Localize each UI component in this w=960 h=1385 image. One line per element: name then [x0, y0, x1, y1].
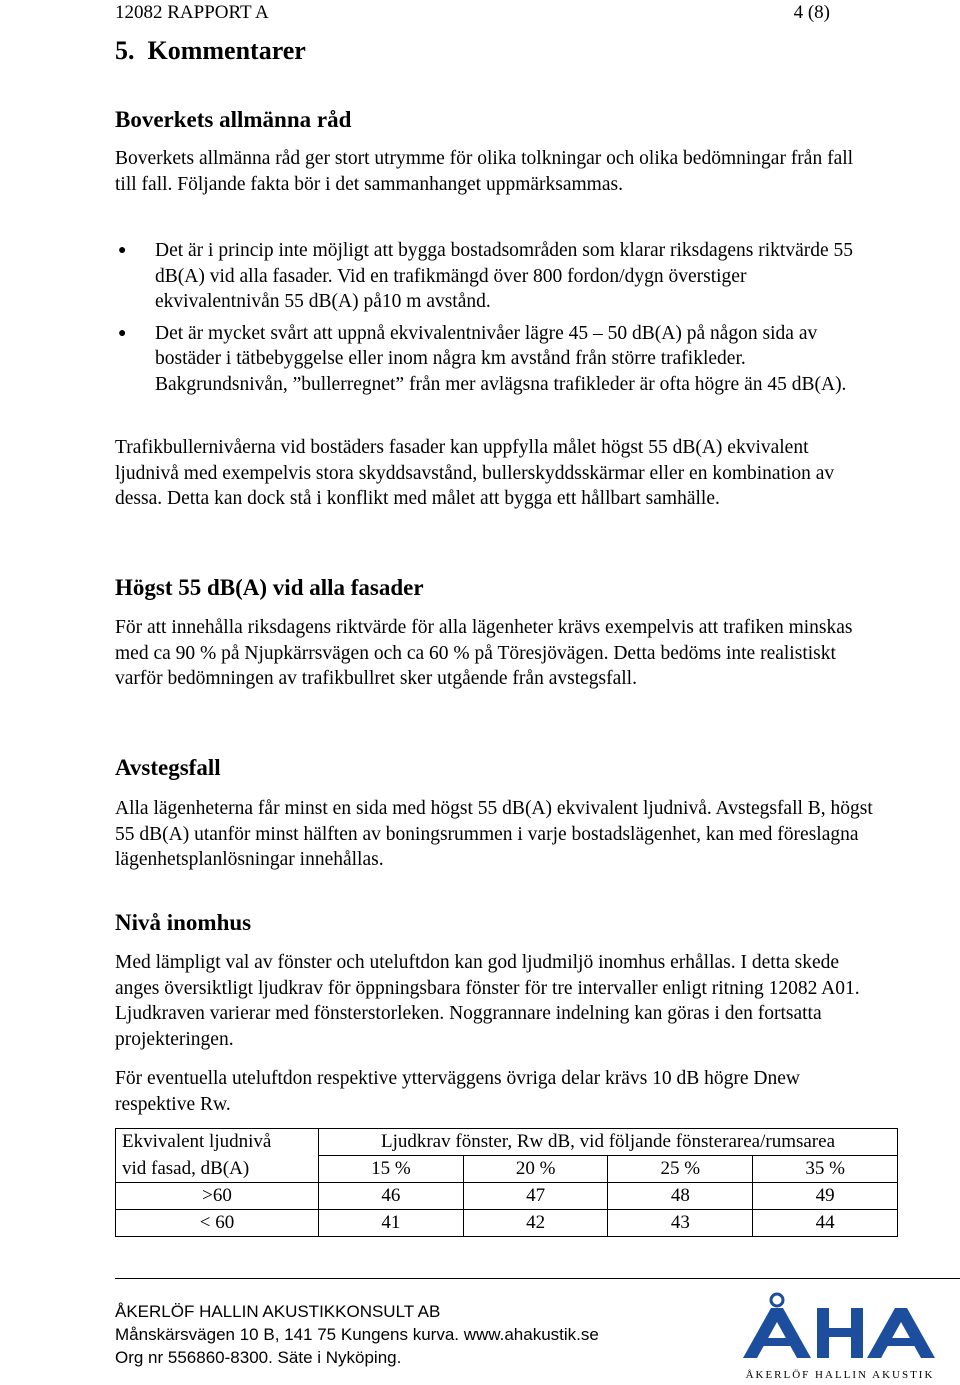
requirements-table — [115, 1128, 898, 1237]
table-header-row — [116, 1156, 898, 1183]
table-cell: 49 — [753, 1183, 898, 1210]
table-row — [116, 1183, 898, 1210]
bullet-text: Det är mycket svårt att uppnå ekvivalentnivåer lägre 45 – 50 dB(A) på någon sida av bostäder i tätbebyggelse eller inom några km avstånd från större trafikleder. Bakgrundsnivån, ”bullerregnet” från mer avlägsna trafikleder är ofta högre än 45 dB(A). — [155, 322, 847, 395]
footer — [115, 1300, 599, 1369]
heading-niva-inomhus: Nivå inomhus — [115, 910, 252, 935]
table-header-row — [116, 1129, 898, 1156]
list-item — [115, 321, 875, 398]
heading-avstegsfall: Avstegsfall — [115, 755, 221, 780]
table-cell: 41 — [319, 1210, 464, 1237]
page-header — [115, 0, 830, 28]
table-header-cell: Ekvivalent ljudnivå — [116, 1129, 319, 1156]
list-item — [115, 238, 875, 315]
footer-company: ÅKERLÖF HALLIN AKUSTIKKONSULT AB — [115, 1302, 441, 1321]
paragraph-hogst: För att innehålla riksdagens riktvärde för alla lägenheter krävs exempelvis att trafiken minskas med ca 90 % på Njupkärrsvägen och ca 60 % på Töresjövägen. Detta bedöms inte realistiskt varför bedömningen av trafikbullret sker utgående från avstegsfall. — [115, 617, 853, 689]
bullet-icon: ● — [118, 325, 127, 341]
table-cell: 48 — [608, 1183, 753, 1210]
paragraph-avstegsfall: Alla lägenheterna får minst en sida med högst 55 dB(A) ekvivalent ljudnivå. Avstegsfall B, högst 55 dB(A) utanför minst hälften av boningsrummen i varje bostadslägenhet, kan med föreslagna lägenhetsplanlösningar innehållas. — [115, 798, 873, 870]
bullet-icon: ● — [118, 243, 127, 258]
footer-org: Org nr 556860-8300. Säte i Nyköping. — [115, 1348, 402, 1367]
table-header-cell: 20 % — [463, 1156, 608, 1183]
paragraph-closing: Trafikbullernivåerna vid bostäders fasader kan uppfylla målet högst 55 dB(A) ekvivalent ljudnivå med exempelvis stora skyddsavstånd, bullerskyddsskärmar eller en kombination av dessa. Detta kan dock stå i konflikt med målet att bygga ett hållbart samhälle. — [115, 437, 835, 509]
footer-address: Månskärsvägen 10 B, 141 75 Kungens kurva. www.ahakustik.se — [115, 1325, 599, 1344]
company-logo — [735, 1292, 945, 1384]
table-cell: 47 — [463, 1183, 608, 1210]
heading-boverkets: Boverkets allmänna råd — [115, 107, 352, 132]
table-cell: >60 — [116, 1183, 319, 1210]
logo-caption: ÅKERLÖF HALLIN AKUSTIK — [745, 1369, 935, 1381]
paragraph-intro: Boverkets allmänna råd ger stort utrymme för olika tolkningar och olika bedömningar från fall till fall. Följande fakta bör i det sammanhanget uppmärksammas. — [115, 148, 854, 195]
bullet-text: Det är i princip inte möjligt att bygga bostadsområden som klarar riksdagens riktvärde 55 dB(A) vid alla fasader. Vid en trafikmängd över 800 fordon/dygn överstiger ekvivalentnivån 55 dB(A) på10 m avstånd. — [155, 240, 854, 312]
paragraph-inomhus-1: Med lämpligt val av fönster och uteluftdon kan god ljudmiljö inomhus erhållas. I detta skede anges översiktligt ljudkrav för öppningsbara fönster för tre intervaller enligt ritning 12082 A01. Ljudkraven varierar med fönsterstorleken. Noggrannare indelning kan göras i den fortsatta projekteringen. — [115, 952, 860, 1050]
table-header-cell: vid fasad, dB(A) — [116, 1156, 319, 1183]
table-group-header: Ljudkrav fönster, Rw dB, vid följande fönsterarea/rumsarea — [319, 1129, 898, 1156]
paragraph-inomhus-2: För eventuella uteluftdon respektive ytterväggens övriga delar krävs 10 dB högre Dnew respektive Rw. — [115, 1068, 801, 1115]
heading-hogst: Högst 55 dB(A) vid alla fasader — [115, 575, 424, 600]
table-cell: < 60 — [116, 1210, 319, 1237]
table-cell: 44 — [753, 1210, 898, 1237]
table-header-cell: 25 % — [608, 1156, 753, 1183]
footer-divider — [115, 1278, 960, 1279]
page-number: 4 (8) — [793, 2, 830, 23]
table-cell: 42 — [463, 1210, 608, 1237]
table-row — [116, 1210, 898, 1237]
table-cell: 43 — [608, 1210, 753, 1237]
report-number: 12082 RAPPORT A — [115, 2, 269, 23]
table-cell: 46 — [319, 1183, 464, 1210]
section-title: 5. Kommentarer — [115, 36, 306, 65]
table-header-cell: 35 % — [753, 1156, 898, 1183]
table-header-cell: 15 % — [319, 1156, 464, 1183]
bullet-list — [115, 238, 875, 397]
